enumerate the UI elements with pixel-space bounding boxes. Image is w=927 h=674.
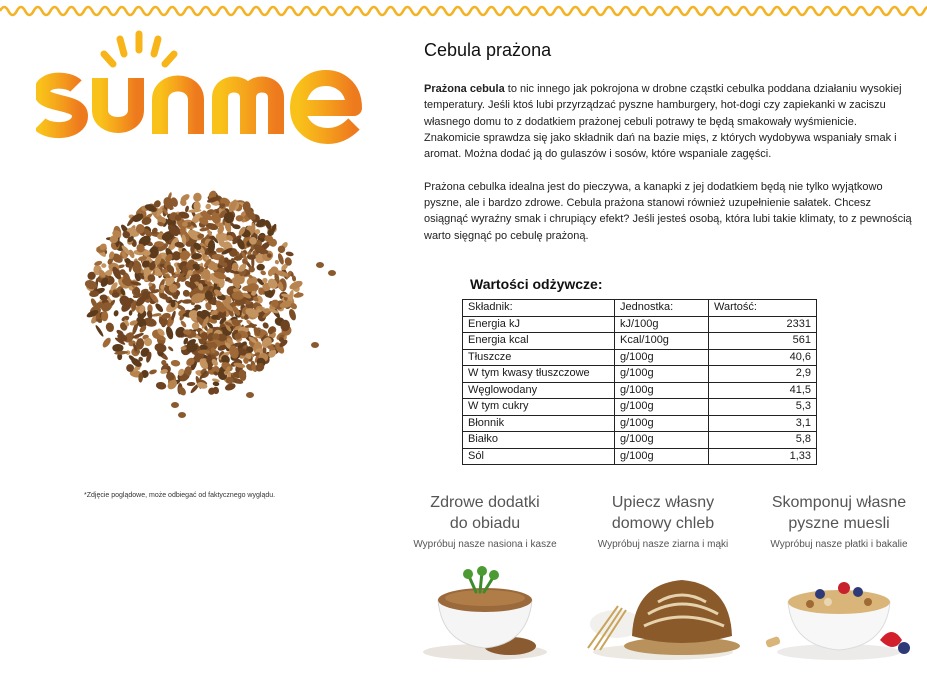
- promo-heading-line2: do obiadu: [449, 515, 521, 532]
- promo-heading-line1: Skomponuj własne: [771, 494, 907, 511]
- promo-subtitle: Wypróbuj nasze nasiona i kasze: [413, 539, 557, 550]
- brand-logo: [36, 30, 366, 145]
- row-value: 5,8: [709, 432, 817, 449]
- page-title: Cebula prażona: [424, 40, 552, 60]
- muesli-bowl-icon: [754, 554, 924, 664]
- row-value: 41,5: [709, 382, 817, 399]
- row-unit: g/100g: [615, 448, 709, 465]
- row-unit: Kcal/100g: [615, 333, 709, 350]
- fried-onion-photo: [70, 165, 350, 425]
- row-value: 40,6: [709, 349, 817, 366]
- description-paragraph-1: [424, 81, 914, 162]
- row-ingredient: W tym cukry: [463, 399, 615, 416]
- row-value: 5,3: [709, 399, 817, 416]
- promo-heading: [396, 492, 574, 534]
- row-ingredient: W tym kwasy tłuszczowe: [463, 366, 615, 383]
- table-row: [463, 448, 817, 465]
- row-ingredient: Energia kJ: [463, 316, 615, 333]
- row-unit: g/100g: [615, 432, 709, 449]
- row-unit: kJ/100g: [615, 316, 709, 333]
- promo-subtitle: Wypróbuj nasze ziarna i mąki: [597, 539, 729, 550]
- promo-bread[interactable]: [574, 492, 752, 667]
- row-value: 2331: [709, 316, 817, 333]
- row-value: 1,33: [709, 448, 817, 465]
- header-unit: Jednostka:: [615, 300, 709, 317]
- bread-loaf-icon: [578, 554, 748, 664]
- row-ingredient: Węglowodany: [463, 382, 615, 399]
- row-unit: g/100g: [615, 382, 709, 399]
- photo-disclaimer: *Zdjęcie poglądowe, może odbiegać od faktycznego wyglądu.: [84, 492, 276, 499]
- row-unit: g/100g: [615, 399, 709, 416]
- buckwheat-bowl-icon: [400, 554, 570, 664]
- promo-heading-line1: Upiecz własny: [611, 494, 715, 511]
- row-unit: g/100g: [615, 366, 709, 383]
- row-ingredient: Tłuszcze: [463, 349, 615, 366]
- promo-heading-line2: pyszne muesli: [788, 515, 890, 532]
- promo-heading-line2: domowy chleb: [611, 515, 715, 532]
- promo-heading: [574, 492, 752, 534]
- table-row: [463, 399, 817, 416]
- table-row: [463, 432, 817, 449]
- description-text: to nic innego jak pokrojona w drobne cząstki cebulka poddana działaniu wysokiej temperatury. Jeśli ktoś lubi przyrządzać pyszne hamburgery, hot-dogi czy zapiekanki w zaciszu własnego domu to z dodatkiem prażonej cebuli potrawy te będą smakowały wyśmienicie. Znakomicie sprawdza się jako składnik dań na bazie mięs, z których wydobywa wspaniały smak i aromat. Można dodać ją do gulaszów i sosów, które wspaniale zagęści.: [424, 83, 902, 161]
- sun-rays-icon: [104, 34, 174, 64]
- table-row: [463, 316, 817, 333]
- description-bold-term: Prażona cebula: [424, 83, 505, 95]
- description-paragraph-2: Prażona cebulka idealna jest do pieczywa, a kanapki z jej dodatkiem będą nie tylko wyjątkowo pyszne, ale i bardzo zdrowe. Cebula prażona stanowi również uzupełnienie sałatek. Chcesz osiągnąć wyraźny smak i chrupiący efekt? Jeśli jesteś osobą, która lubi takie klimaty, to z pewnością warto sięgnąć po cebulę prażoną.: [424, 180, 912, 242]
- row-unit: g/100g: [615, 349, 709, 366]
- table-row: [463, 333, 817, 350]
- product-description: [424, 81, 914, 260]
- row-ingredient: Białko: [463, 432, 615, 449]
- header-value: Wartość:: [709, 300, 817, 317]
- nutrition-title: Wartości odżywcze:: [470, 276, 603, 292]
- row-ingredient: Błonnik: [463, 415, 615, 432]
- promo-heading: [750, 492, 927, 534]
- promo-muesli[interactable]: [750, 492, 927, 667]
- nutrition-table: [462, 299, 817, 465]
- table-row: [463, 382, 817, 399]
- table-row: [463, 415, 817, 432]
- table-row: [463, 349, 817, 366]
- row-ingredient: Energia kcal: [463, 333, 615, 350]
- header-ingredient: Składnik:: [463, 300, 615, 317]
- table-row: [463, 366, 817, 383]
- promo-sides[interactable]: [396, 492, 574, 667]
- wave-border: [0, 0, 927, 22]
- row-ingredient: Sól: [463, 448, 615, 465]
- nutrition-table-header: [463, 300, 817, 317]
- row-value: 561: [709, 333, 817, 350]
- row-value: 2,9: [709, 366, 817, 383]
- row-value: 3,1: [709, 415, 817, 432]
- promo-heading-line1: Zdrowe dodatki: [430, 494, 540, 511]
- promo-subtitle: Wypróbuj nasze płatki i bakalie: [770, 539, 908, 550]
- row-unit: g/100g: [615, 415, 709, 432]
